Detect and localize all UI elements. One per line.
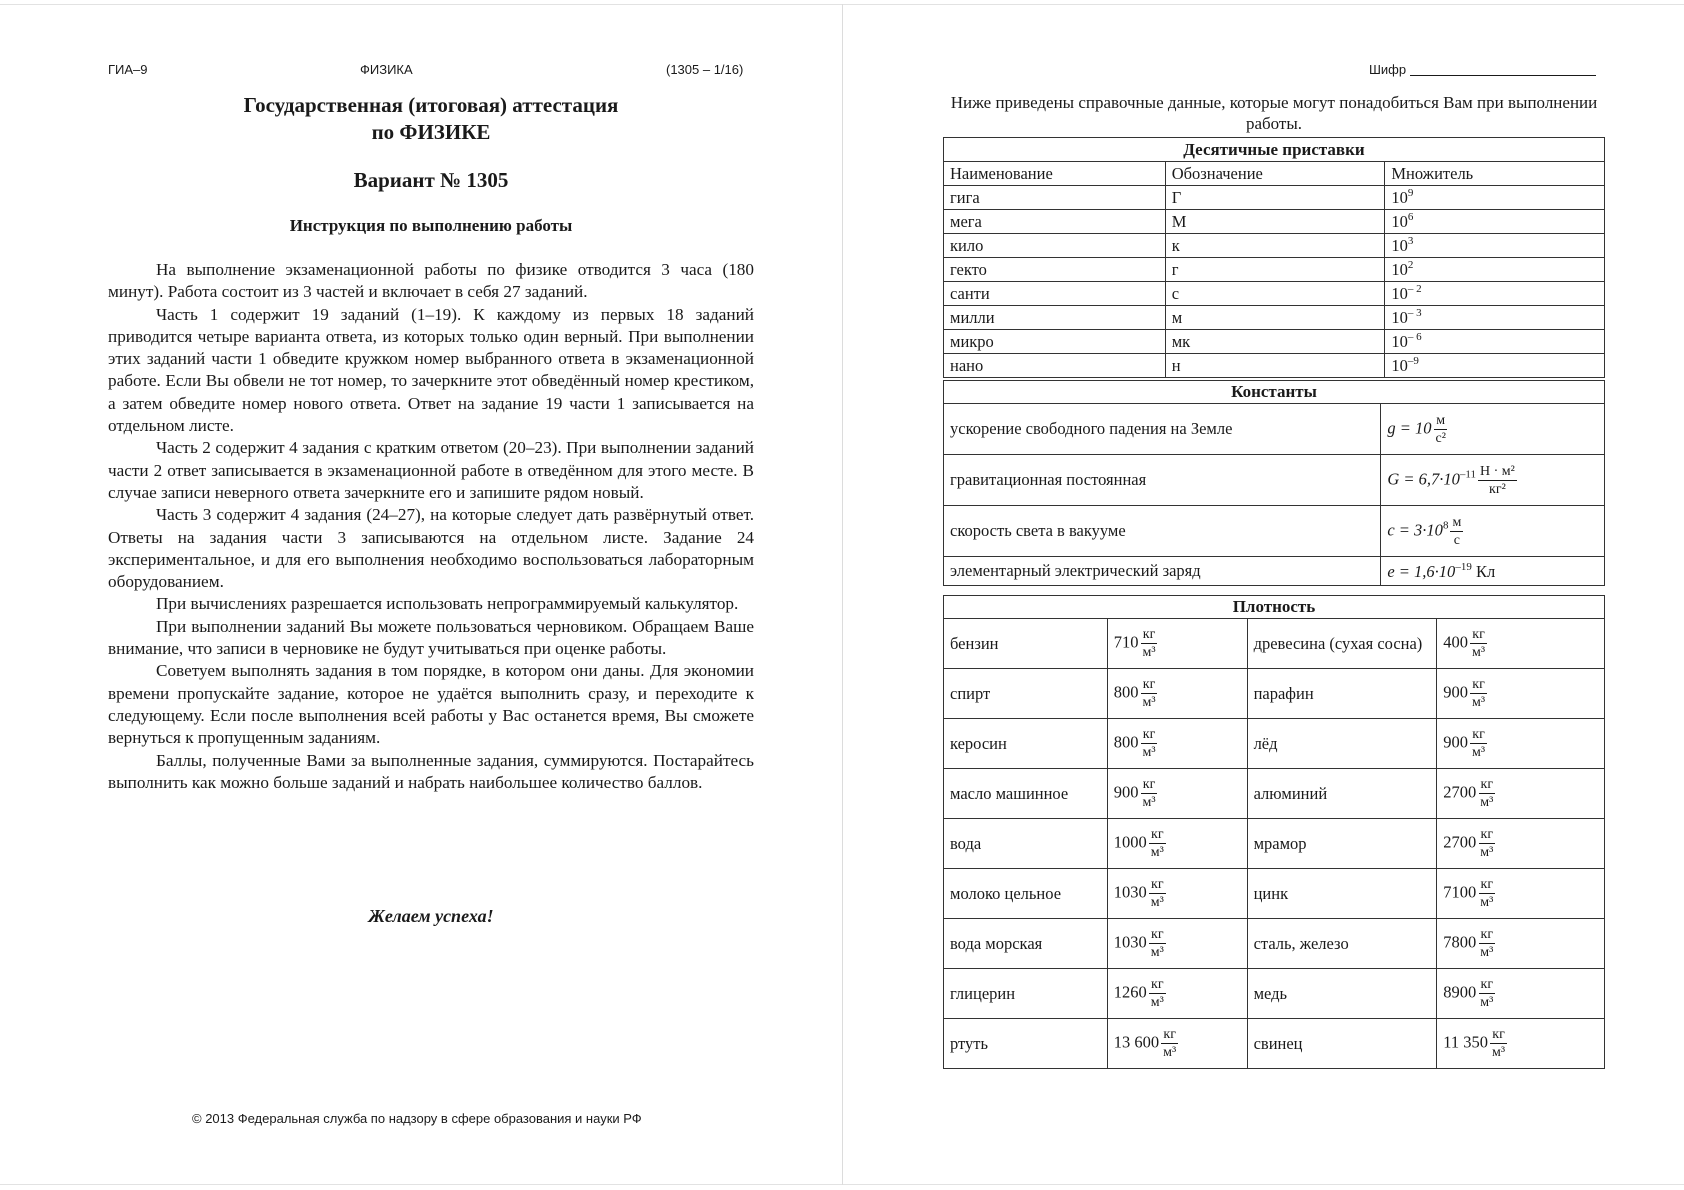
prefix-symbol: н — [1165, 354, 1385, 378]
density-value: 800 $\frac{кг}{\text{м³}}$ — [1107, 669, 1247, 719]
prefix-symbol: г — [1165, 258, 1385, 282]
prefix-table — [943, 137, 1605, 378]
table-row — [944, 354, 1605, 378]
prefix-symbol: м — [1165, 306, 1385, 330]
substance-name: цинк — [1247, 869, 1437, 919]
prefix-multiplier: $10^3$ — [1385, 234, 1605, 258]
prefix-multiplier: $10^6$ — [1385, 210, 1605, 234]
density-value: 900 $\frac{кг}{\text{м³}}$ — [1437, 669, 1605, 719]
density-value: 11 350 $\frac{кг}{\text{м³}}$ — [1437, 1019, 1605, 1069]
substance-name: вода морская — [944, 919, 1108, 969]
prefix-name: мега — [944, 210, 1166, 234]
density-value: 800 $\frac{кг}{\text{м³}}$ — [1107, 719, 1247, 769]
density-value: 1260 $\frac{кг}{\text{м³}}$ — [1107, 969, 1247, 1019]
table-row — [944, 557, 1605, 586]
constant-name: элементарный электрический заряд — [944, 557, 1381, 586]
constant-name: ускорение свободного падения на Земле — [944, 404, 1381, 455]
document-title — [108, 92, 754, 146]
density-value: 13 600 $\frac{кг}{\text{м³}}$ — [1107, 1019, 1247, 1069]
closing-wish: Желаем успеха! — [368, 906, 494, 926]
header-page-number: (1305 – 1/16) — [666, 62, 744, 77]
prefix-name: нано — [944, 354, 1166, 378]
reference-intro: Ниже приведены справочные данные, которые могут понадобиться Вам при выполнении работы. — [950, 93, 1598, 133]
density-value: 1030 $\frac{кг}{\text{м³}}$ — [1107, 919, 1247, 969]
prefix-multiplier: $10^2$ — [1385, 258, 1605, 282]
table-row — [944, 234, 1605, 258]
table-row — [944, 258, 1605, 282]
table-row — [944, 719, 1605, 769]
prefix-header-row — [944, 162, 1605, 186]
title-line-2: по ФИЗИКЕ — [371, 120, 491, 144]
substance-name: алюминий — [1247, 769, 1437, 819]
density-value: 2700 $\frac{кг}{\text{м³}}$ — [1437, 819, 1605, 869]
density-value: 1000 $\frac{кг}{\text{м³}}$ — [1107, 819, 1247, 869]
prefix-symbol: Г — [1165, 186, 1385, 210]
substance-name: медь — [1247, 969, 1437, 1019]
instruction-heading: Инструкция по выполнению работы — [289, 216, 573, 235]
substance-name: масло машинное — [944, 769, 1108, 819]
prefix-symbol: к — [1165, 234, 1385, 258]
density-value: 1030 $\frac{кг}{\text{м³}}$ — [1107, 869, 1247, 919]
table-row — [944, 969, 1605, 1019]
substance-name: древесина (сухая сосна) — [1247, 619, 1437, 669]
left-page — [108, 0, 754, 1190]
substance-name: глицерин — [944, 969, 1108, 1019]
paragraph: При выполнении заданий Вы можете пользоваться черновиком. Обращаем Ваше внимание, что записи в черновике не будут учитываться при оценке работы. — [108, 616, 754, 659]
constants-table — [943, 380, 1605, 586]
density-value: 2700 $\frac{кг}{\text{м³}}$ — [1437, 769, 1605, 819]
page-gutter — [842, 4, 843, 1185]
table-row — [944, 669, 1605, 719]
table-row — [944, 1019, 1605, 1069]
constants-caption: Константы — [944, 381, 1605, 404]
substance-name: лёд — [1247, 719, 1437, 769]
density-value: 710 $\frac{кг}{\text{м³}}$ — [1107, 619, 1247, 669]
density-value: 8900 $\frac{кг}{\text{м³}}$ — [1437, 969, 1605, 1019]
paragraph: Часть 1 содержит 19 заданий (1–19). К каждому из первых 18 заданий приводится четыре варианта ответа, из которых только один верный. При выполнении этих заданий части 1 обведите кружком номер выбранного ответа в экзаменационной работе. Если Вы обвели не тот номер, то зачеркните этот обведённый номер крестиком, а затем обведите номер нового ответа. Ответ на задание 19 части 1 записывается на отдельном листе. — [108, 304, 754, 436]
substance-name: спирт — [944, 669, 1108, 719]
prefix-multiplier: $10^9$ — [1385, 186, 1605, 210]
cipher-label: Шифр — [1369, 62, 1407, 77]
header-subject: ФИЗИКА — [360, 62, 413, 77]
paragraph: Баллы, полученные Вами за выполненные задания, суммируются. Постарайтесь выполнить как можно больше заданий и набрать наибольшее количество баллов. — [108, 750, 754, 792]
table-row — [944, 769, 1605, 819]
table-row — [944, 619, 1605, 669]
table-row — [944, 186, 1605, 210]
paragraph: Часть 3 содержит 4 задания (24–27), на которые следует дать развёрнутый ответ. Ответы на задания части 3 записываются на отдельном листе. Задание 24 экспериментальное, и для его выполнения необходимо воспользоваться лабораторным оборудованием. — [108, 505, 754, 592]
prefix-name: кило — [944, 234, 1166, 258]
copyright: © 2013 Федеральная служба по надзору в сфере образования и науки РФ — [192, 1111, 642, 1126]
table-row — [944, 869, 1605, 919]
column-header: Множитель — [1385, 162, 1605, 186]
column-header: Обозначение — [1165, 162, 1385, 186]
instruction-body — [108, 259, 754, 794]
table-row — [944, 330, 1605, 354]
paragraph: Часть 2 содержит 4 задания с кратким ответом (20–23). При выполнении заданий части 2 ответ записывается в экзаменационной работе в отведённом для этого месте. В случае записи неверного ответа зачеркните его и запишите рядом новый. — [108, 438, 754, 502]
prefix-name: санти — [944, 282, 1166, 306]
table-row — [944, 282, 1605, 306]
paragraph: Советуем выполнять задания в том порядке, в котором они даны. Для экономии времени пропускайте задание, которое не удаётся выполнить сразу, и переходите к следующему. Если после выполнения всей работы у Вас останется время, Вы сможете вернуться к пропущенным заданиям. — [108, 661, 754, 748]
constant-name: скорость света в вакууме — [944, 506, 1381, 557]
prefix-name: микро — [944, 330, 1166, 354]
density-value: 900 $\frac{кг}{\text{м³}}$ — [1437, 719, 1605, 769]
constant-name: гравитационная постоянная — [944, 455, 1381, 506]
prefix-name: гекто — [944, 258, 1166, 282]
table-row — [944, 919, 1605, 969]
constant-value: $c = 3\cdot 10^8$ $\frac{м}{с}$ — [1381, 506, 1605, 557]
density-value: 7800 $\frac{кг}{\text{м³}}$ — [1437, 919, 1605, 969]
substance-name: вода — [944, 819, 1108, 869]
constant-value: g = 10 $\frac{м}{\text{с²}}$ — [1381, 404, 1605, 455]
prefix-multiplier: $10^{-9}$ — [1385, 354, 1605, 378]
table-row — [944, 210, 1605, 234]
paragraph: При вычислениях разрешается использовать непрограммируемый калькулятор. — [156, 594, 739, 614]
cipher-input-line[interactable] — [1410, 63, 1596, 76]
substance-name: молоко цельное — [944, 869, 1108, 919]
prefix-symbol: М — [1165, 210, 1385, 234]
table-row — [944, 455, 1605, 506]
prefix-name: гига — [944, 186, 1166, 210]
prefix-name: милли — [944, 306, 1166, 330]
density-value: 7100 $\frac{кг}{\text{м³}}$ — [1437, 869, 1605, 919]
substance-name: сталь, железо — [1247, 919, 1437, 969]
paragraph: На выполнение экзаменационной работы по физике отводится 3 часа (180 минут). Работа состоит из 3 частей и включает в себя 27 заданий. — [108, 260, 754, 302]
density-value: 900 $\frac{кг}{\text{м³}}$ — [1107, 769, 1247, 819]
table-row — [944, 506, 1605, 557]
cipher-field — [1369, 62, 1596, 77]
substance-name: бензин — [944, 619, 1108, 669]
constant-value: $G = 6,7\cdot 10^{-11}$ $\frac{\text{Н · м²}}{\text{кг²}}$ — [1381, 455, 1605, 506]
density-table — [943, 595, 1605, 1069]
substance-name: керосин — [944, 719, 1108, 769]
variant-number: Вариант № 1305 — [353, 168, 509, 192]
prefix-multiplier: $10^{- 6}$ — [1385, 330, 1605, 354]
prefix-caption: Десятичные приставки — [944, 138, 1605, 162]
table-row — [944, 306, 1605, 330]
substance-name: свинец — [1247, 1019, 1437, 1069]
header-exam: ГИА–9 — [108, 62, 148, 77]
substance-name: ртуть — [944, 1019, 1108, 1069]
prefix-symbol: мк — [1165, 330, 1385, 354]
right-page — [943, 0, 1605, 1190]
column-header: Наименование — [944, 162, 1166, 186]
prefix-multiplier: $10^{- 3}$ — [1385, 306, 1605, 330]
density-caption: Плотность — [944, 596, 1605, 619]
prefix-multiplier: $10^{- 2}$ — [1385, 282, 1605, 306]
title-line-1: Государственная (итоговая) аттестация — [243, 93, 619, 117]
substance-name: парафин — [1247, 669, 1437, 719]
prefix-symbol: с — [1165, 282, 1385, 306]
density-value: 400 $\frac{кг}{\text{м³}}$ — [1437, 619, 1605, 669]
table-row — [944, 404, 1605, 455]
constant-value: $e = 1,6\cdot 10^{-19}$ Кл — [1381, 557, 1605, 586]
substance-name: мрамор — [1247, 819, 1437, 869]
table-row — [944, 819, 1605, 869]
